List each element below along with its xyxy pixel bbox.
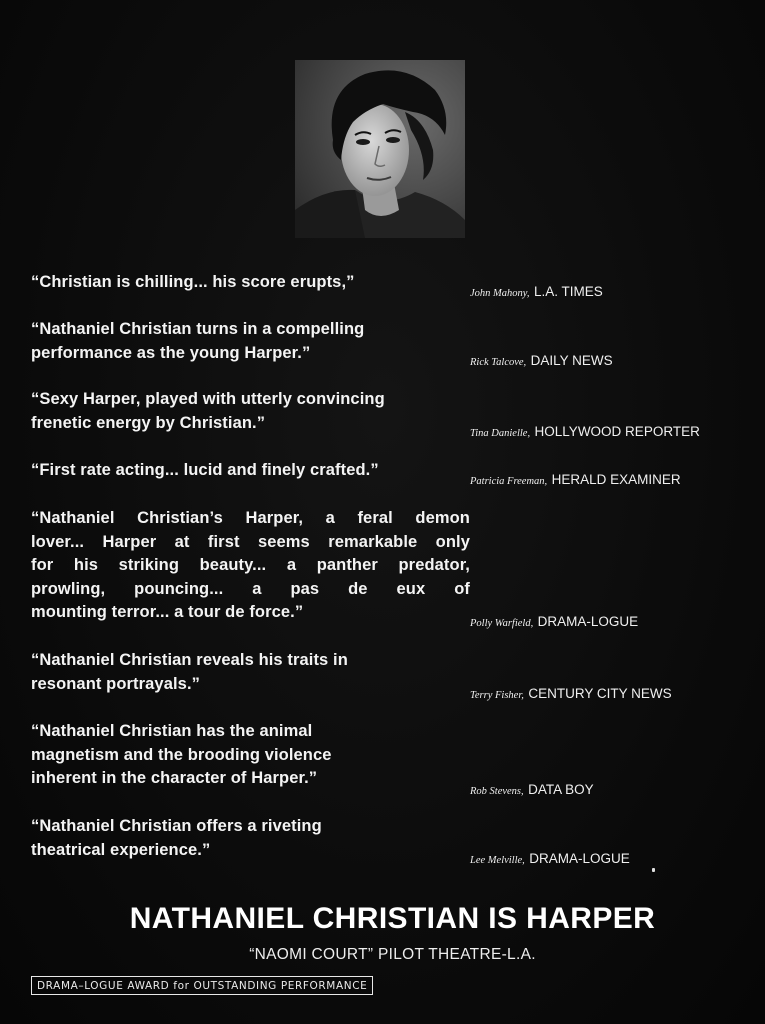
quote-5 [31,507,470,625]
attribution-7 [470,781,594,799]
publication-name: L.A. TIMES [533,284,603,299]
publication-name: DRAMA-LOGUE [537,614,639,629]
critic-name: Tina Danielle, [470,428,531,439]
attribution-8 [470,850,630,868]
publication-name: DAILY NEWS [530,353,613,368]
quote-line: “Nathaniel Christian offers a riveting [31,817,322,835]
publication-name: CENTURY CITY NEWS [528,686,672,701]
quote-6 [31,649,348,696]
quote-4 [31,459,379,483]
publication-name: DRAMA-LOGUE [529,851,630,866]
quote-3 [31,388,385,435]
critic-name: Terry Fisher, [470,690,524,701]
attribution-1 [470,283,603,301]
headshot-photo [295,60,465,238]
quote-line: “Nathaniel Christian turns in a compelling [31,320,365,338]
quote-line: for his striking beauty... a panther predator, [31,556,470,574]
quote-line: frenetic energy by Christian.” [31,413,266,432]
critic-name: Rick Talcove, [470,357,527,368]
critic-name: Patricia Freeman, [470,476,548,487]
headline: NATHANIEL CHRISTIAN IS HARPER [129,902,656,935]
attribution-5 [470,613,638,631]
quote-line: magnetism and the brooding violence [31,745,332,764]
quote-line: inherent in the character of Harper.” [31,769,318,787]
print-speck [652,868,655,872]
quote-line: “First rate acting... lucid and finely crafted.” [31,461,379,479]
critic-name: Rob Stevens, [470,786,524,797]
quote-7 [31,720,332,791]
quote-line: “Sexy Harper, played with utterly convincing [31,390,385,408]
attribution-4 [470,471,681,489]
quote-8 [31,815,322,862]
critic-name: Polly Warfield, [470,618,534,629]
award-box: DRAMA–LOGUE AWARD for OUTSTANDING PERFORMANCE [31,976,373,995]
critic-name: John Mahony, [470,288,530,299]
quote-line: “Nathaniel Christian has the animal [31,722,313,740]
attribution-6 [470,685,672,703]
publication-name: HERALD EXAMINER [551,472,681,487]
quote-1 [31,271,354,295]
publication-name: DATA BOY [528,782,594,797]
attribution-3 [470,423,700,441]
quote-line: theatrical experience.” [31,840,211,859]
critic-name: Lee Melville, [470,855,525,866]
publication-name: HOLLYWOOD REPORTER [534,424,700,439]
quote-line: resonant portrayals.” [31,674,200,693]
quote-line: “Christian is chilling... his score erupts,” [31,273,355,291]
quote-line: mounting terror... a tour de force.” [31,603,304,621]
attribution-2 [470,352,613,370]
quote-line: lover... Harper at first seems remarkable only [31,532,470,551]
quote-line: “Nathaniel Christian’s Harper, a feral demon [31,509,470,527]
production-subline: “NAOMI COURT” PILOT THEATRE-L.A. [249,946,536,963]
quote-line: performance as the young Harper.” [31,343,311,362]
quote-line: prowling, pouncing... a pas de eux of [31,579,470,598]
quote-2 [31,318,364,365]
quote-line: “Nathaniel Christian reveals his traits in [31,651,348,669]
